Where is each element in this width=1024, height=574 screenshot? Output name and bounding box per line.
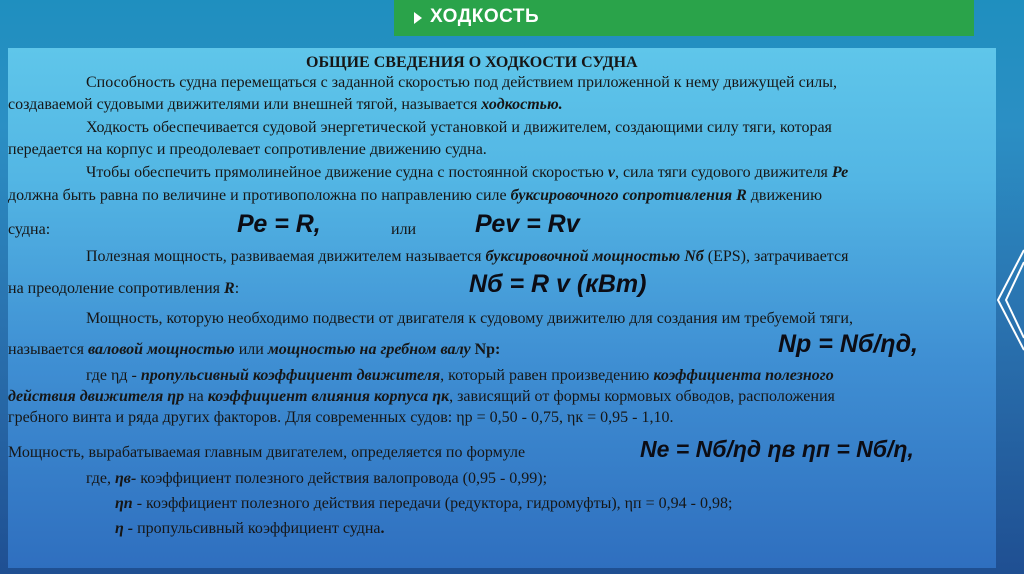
formula-main-engine-power: Nе = Nб/ηд ηв ηп = Nб/η, [640, 436, 914, 462]
term-gross-power: валовой мощностью [87, 341, 235, 358]
term-propulsive-coefficient: пропульсивный коэффициент движителя [140, 367, 441, 384]
paragraph-7-line-4: η - пропульсивный коэффициент судна. [115, 520, 385, 537]
section-heading: ОБЩИЕ СВЕДЕНИЯ О ХОДКОСТИ СУДНА [306, 54, 638, 71]
term-hodkost: ходкостью. [481, 96, 563, 113]
paragraph-3-line-2: должна быть равна по величине и противоположна по направлению силе буксировочного сопротивления R движению [8, 187, 823, 204]
paragraph-3-line-3: судна: [8, 221, 51, 238]
formula-pe-equals-r: Ре = R, [237, 210, 321, 238]
term-towing-resistance: буксировочного сопротивления R [510, 187, 747, 204]
term-towing-power: буксировочной мощностью Nб [485, 248, 704, 265]
formula-towing-power: Nб = R v (кВт) [469, 270, 647, 298]
paragraph-5-line-2: называется валовой мощностью или мощностью на гребном валу Nр: [8, 341, 501, 358]
paragraph-3-line-1: Чтобы обеспечить прямолинейное движение судна с постоянной скоростью v, сила тяги судового движителя Ре [86, 164, 849, 181]
paragraph-2-line-2: передается на корпус и преодолевает сопротивление движению судна. [8, 141, 487, 158]
paragraph-4-line-1: Полезная мощность, развиваемая движителем называется буксировочной мощностью Nб (EPS), затрачивается [86, 248, 849, 265]
paragraph-6-line-1: где ηд - пропульсивный коэффициент движителя, который равен произведению коэффициента полезного [86, 367, 834, 384]
paragraph-7-line-2: где, ηв- коэффициент полезного действия валопровода (0,95 - 0,99); [86, 470, 548, 487]
paragraph-4-line-2: на преодоление сопротивления R: [8, 280, 240, 297]
or-word: или [391, 221, 417, 238]
formula-shaft-power: Nр = Nб/ηд, [778, 330, 918, 358]
paragraph-7-line-1: Мощность, вырабатываемая главным двигателем, определяется по формуле [8, 444, 526, 461]
term-shaft-power: мощностью на гребном валу [267, 341, 471, 358]
paragraph-6-line-2: действия движителя ηр на коэффициент влияния корпуса ηк, зависящий от формы кормовых обводов, расположения [8, 388, 835, 405]
paragraph-1-line-2: создаваемой судовыми движителями или внешней тягой, называется ходкостью. [8, 96, 563, 113]
paragraph-5-line-1: Мощность, которую необходимо подвести от двигателя к судовому движителю для создания им требуемой тяги, [86, 310, 853, 327]
paragraph-6-line-3: гребного винта и ряда других факторов. Для современных судов: ηр = 0,50 - 0,75, ηк = 0,95 - 1,10. [8, 409, 674, 426]
paragraph-2-line-1: Ходкость обеспечивается судовой энергетической установкой и движителем, создающими силу тяги, которая [86, 119, 832, 136]
formula-pev-equals-rv: Реv = Rv [475, 210, 580, 238]
slide-title: ХОДКОСТЬ [430, 6, 540, 27]
term-hull-influence: коэффициент влияния корпуса ηк [207, 388, 450, 405]
paragraph-1-line-1: Способность судна перемещаться с заданной скоростью под действием приложенной к нему движущей силы, [86, 74, 838, 91]
slide-header-bar [394, 0, 974, 36]
bullet-triangle-icon [414, 12, 422, 24]
paragraph-7-line-3: ηп - коэффициент полезного действия передачи (редуктора, гидромуфты), ηп = 0,94 - 0,98; [115, 495, 733, 512]
